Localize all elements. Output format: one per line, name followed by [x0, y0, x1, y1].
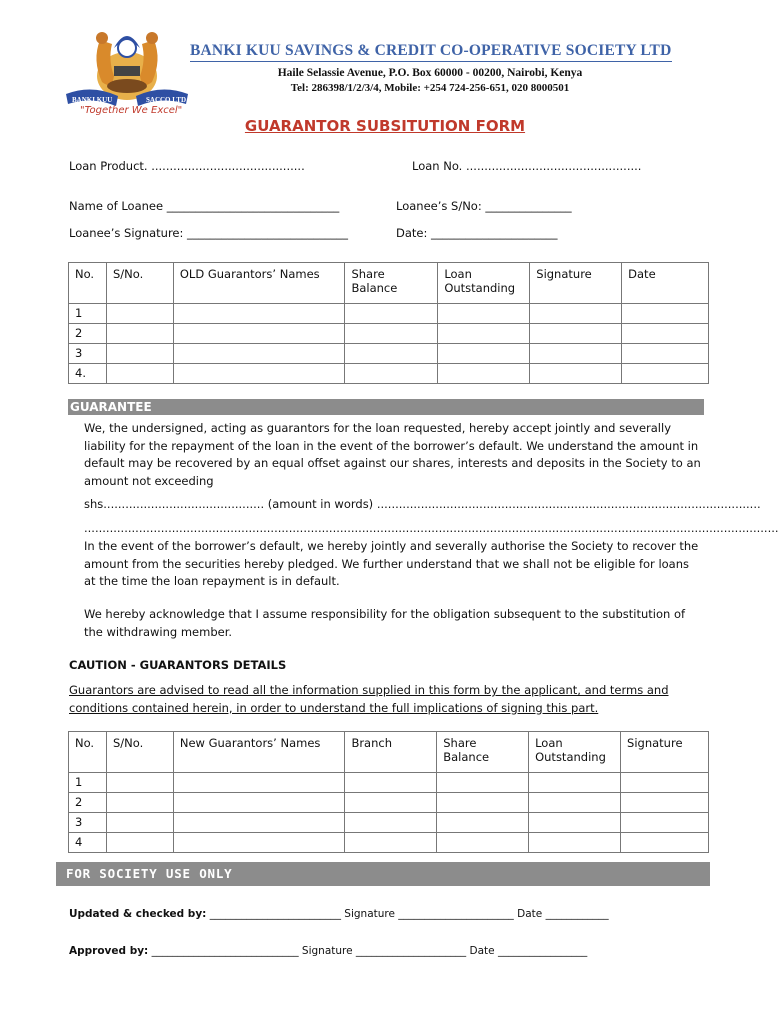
old-guarantors-table — [68, 262, 709, 384]
cell[interactable] — [438, 304, 530, 324]
col-header: Share Balance — [345, 263, 438, 304]
table-row — [69, 324, 709, 344]
guarantee-paragraph-2: In the event of the borrower’s default, we hereby jointly and severally authorise the Society to recover the amount from the securities hereby pledged. We further understand that we shall not be eligible for loans at the time the loan repayment is in default. — [84, 539, 699, 588]
cell[interactable] — [621, 833, 709, 853]
col-header: Branch — [345, 732, 437, 773]
cell[interactable] — [345, 793, 437, 813]
table-row — [69, 344, 709, 364]
table-row — [69, 813, 709, 833]
cell[interactable] — [106, 344, 173, 364]
cell[interactable] — [437, 773, 529, 793]
cell[interactable] — [345, 833, 437, 853]
cell[interactable] — [106, 304, 173, 324]
col-header: Signature — [530, 263, 622, 304]
table-header-row — [69, 263, 709, 304]
col-header: Loan Outstanding — [529, 732, 621, 773]
cell[interactable] — [621, 813, 709, 833]
col-header: Loan Outstanding — [438, 263, 530, 304]
updated-by-label: Updated & checked by: — [69, 908, 207, 920]
cell[interactable] — [622, 364, 709, 384]
cell[interactable] — [530, 304, 622, 324]
cell[interactable] — [173, 304, 345, 324]
cell[interactable] — [345, 324, 438, 344]
cell[interactable] — [345, 364, 438, 384]
row-number: 1 — [69, 773, 107, 793]
cell[interactable] — [437, 813, 529, 833]
col-header: No. — [69, 732, 107, 773]
row-number: 4 — [69, 833, 107, 853]
cell[interactable] — [621, 773, 709, 793]
cell[interactable] — [622, 344, 709, 364]
cell[interactable] — [529, 773, 621, 793]
org-telephone: Tel: 286398/1/2/3/4, Mobile: +254 724-256-651, 020 8000501 — [290, 82, 570, 94]
approved-by-label: Approved by: — [69, 945, 149, 957]
cell[interactable] — [622, 324, 709, 344]
tagline: "Together We Excel" — [80, 105, 183, 116]
cell[interactable] — [438, 344, 530, 364]
cell[interactable] — [173, 833, 345, 853]
caution-heading: CAUTION - GUARANTORS DETAILS — [69, 658, 287, 672]
cell[interactable] — [173, 344, 345, 364]
cell[interactable] — [530, 344, 622, 364]
loanee-sno-field[interactable]: Loanee’s S/No: _______________ — [396, 199, 572, 213]
row-number: 4. — [69, 364, 107, 384]
approved-by-blanks[interactable]: ____________________________ Signature _____________________ Date _________________ — [148, 945, 588, 957]
col-header: New Guarantors’ Names — [173, 732, 345, 773]
col-header: S/No. — [106, 263, 173, 304]
cell[interactable] — [345, 344, 438, 364]
loanee-name-field[interactable]: Name of Loanee ______________________________ — [69, 199, 340, 213]
cell[interactable] — [437, 793, 529, 813]
cell[interactable] — [529, 813, 621, 833]
col-header: No. — [69, 263, 107, 304]
cell[interactable] — [529, 793, 621, 813]
table-row — [69, 304, 709, 324]
cell[interactable] — [438, 364, 530, 384]
amount-dots-line[interactable]: .............................................................................................................................................................................................. — [84, 521, 779, 535]
logo-right-text: SACCO LTD — [146, 96, 187, 104]
updated-by-blanks[interactable]: _________________________ Signature ______________________ Date ____________ — [206, 908, 609, 920]
cell[interactable] — [345, 304, 438, 324]
society-use-band: FOR SOCIETY USE ONLY — [56, 862, 710, 886]
table-row — [69, 793, 709, 813]
cell[interactable] — [530, 324, 622, 344]
cell[interactable] — [622, 304, 709, 324]
loan-product-field[interactable]: Loan Product. .......................................... — [69, 159, 305, 173]
cell[interactable] — [345, 773, 437, 793]
cell[interactable] — [173, 324, 345, 344]
org-address: Haile Selassie Avenue, P.O. Box 60000 - 00200, Nairobi, Kenya — [277, 67, 583, 79]
cell[interactable] — [437, 833, 529, 853]
row-number: 1 — [69, 304, 107, 324]
form-title: GUARANTOR SUBSITUTION FORM — [244, 117, 526, 135]
cell[interactable] — [438, 324, 530, 344]
caution-text: Guarantors are advised to read all the information supplied in this form by the applicant, and terms and conditions contained herein, in order to understand the full implications of signing this part. — [69, 683, 669, 715]
cell[interactable] — [530, 364, 622, 384]
cell[interactable] — [529, 833, 621, 853]
col-header: Signature — [621, 732, 709, 773]
amount-shs-line[interactable]: shs............................................ (amount in words) ......................................................................................................... — [84, 497, 761, 511]
guarantee-band: GUARANTEE — [68, 399, 704, 415]
approved-by-line[interactable] — [69, 945, 587, 957]
row-number: 2 — [69, 793, 107, 813]
cell[interactable] — [106, 773, 173, 793]
loanee-signature-field[interactable]: Loanee’s Signature: ____________________________ — [69, 226, 349, 240]
org-rule — [190, 61, 672, 62]
new-guarantors-table — [68, 731, 709, 853]
cell[interactable] — [106, 813, 173, 833]
cell[interactable] — [173, 364, 345, 384]
col-header: OLD Guarantors’ Names — [173, 263, 345, 304]
cell[interactable] — [173, 773, 345, 793]
row-number: 3 — [69, 813, 107, 833]
cell[interactable] — [106, 833, 173, 853]
table-header-row — [69, 732, 709, 773]
cell[interactable] — [106, 324, 173, 344]
cell[interactable] — [173, 813, 345, 833]
row-number: 3 — [69, 344, 107, 364]
cell[interactable] — [106, 793, 173, 813]
table-row — [69, 773, 709, 793]
cell[interactable] — [106, 364, 173, 384]
cell[interactable] — [345, 813, 437, 833]
col-header: Share Balance — [437, 732, 529, 773]
updated-by-line[interactable] — [69, 908, 609, 920]
guarantee-paragraph-1: We, the undersigned, acting as guarantors for the loan requested, hereby accept jointly and severally liability for the repayment of the loan in the event of the borrower’s default. We understand the amount in default may be recovered by an equal offset against our shares, interests and deposits in the Society to an amount not exceeding — [84, 421, 701, 488]
date-field[interactable]: Date: ______________________ — [396, 226, 558, 240]
logo-left-text: BANKI KUU — [72, 96, 113, 104]
col-header: S/No. — [106, 732, 173, 773]
guarantee-paragraph-3: We hereby acknowledge that I assume responsibility for the obligation subsequent to the substitution of the withdrawing member. — [84, 607, 686, 639]
org-name: BANKI KUU SAVINGS & CREDIT CO-OPERATIVE SOCIETY LTD — [190, 42, 672, 59]
table-row — [69, 364, 709, 384]
col-header: Date — [622, 263, 709, 304]
cell[interactable] — [173, 793, 345, 813]
table-row — [69, 833, 709, 853]
row-number: 2 — [69, 324, 107, 344]
loan-no-field[interactable]: Loan No. ................................................ — [412, 159, 642, 173]
cell[interactable] — [621, 793, 709, 813]
